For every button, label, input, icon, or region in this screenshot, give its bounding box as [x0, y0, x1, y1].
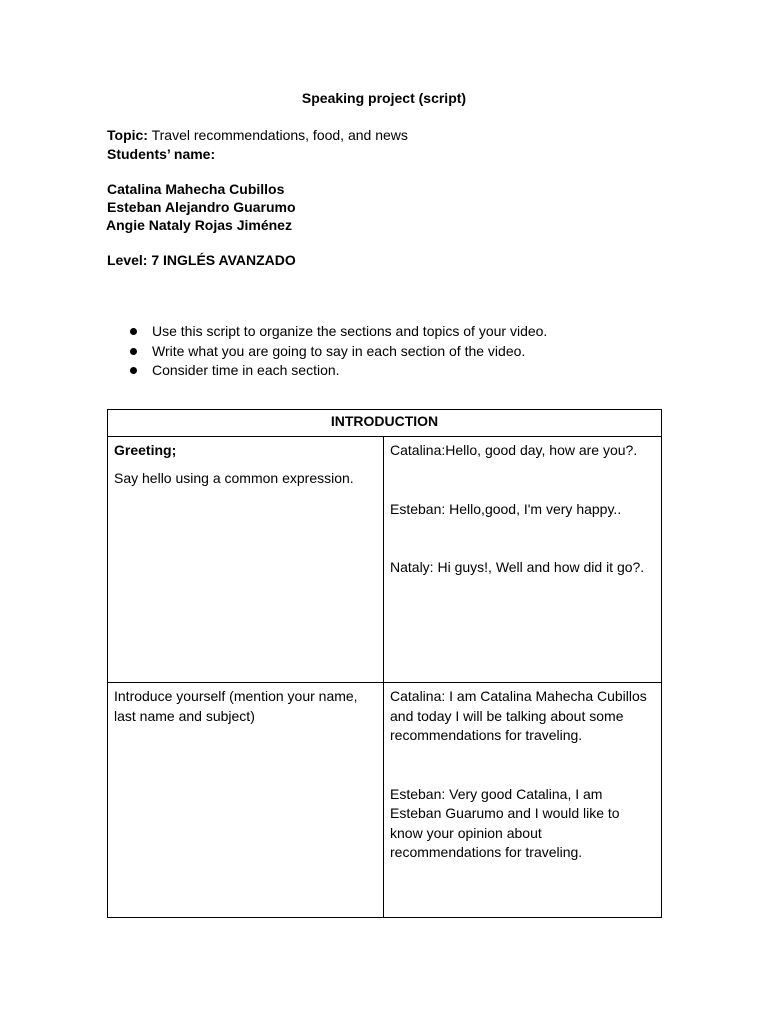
topic-label: Topic: [107, 127, 148, 143]
bullet-icon [130, 367, 137, 374]
script-table [107, 409, 662, 918]
table-row [108, 437, 662, 683]
instruction-text: Use this script to organize the sections and topics of your video. [152, 323, 548, 339]
student-name: Catalina Mahecha Cubillos [107, 181, 285, 197]
section-description: Say hello using a common expression. [114, 469, 354, 486]
dialogue-line: Catalina:Hello, good day, how are you?. [390, 442, 638, 458]
section-description: Introduce yourself (mention your name, last name and subject) [114, 688, 358, 724]
instruction-text: Write what you are going to say in each section of the video. [152, 342, 526, 359]
dialogue-line: Catalina: I am Catalina Mahecha Cubillos and today I will be talking about some recommendations for traveling. [390, 688, 647, 743]
dialogue-line: Esteban: Very good Catalina, I am Esteban Guarumo and I would like to know your opinion about recommendations for traveling. [390, 785, 620, 860]
list-item [127, 342, 547, 362]
section-cell [108, 683, 384, 918]
dialogue-cell [384, 437, 662, 683]
instruction-text: Consider time in each section. [152, 362, 340, 378]
dialogue-line: Esteban: Hello,good, I'm very happy.. [390, 500, 622, 517]
table-header: INTRODUCTION [108, 410, 662, 437]
students-label: Students’ name: [107, 146, 216, 162]
topic-value: Travel recommendations, food, and news [151, 127, 408, 143]
section-title: Greeting; [114, 442, 177, 458]
bullet-icon [130, 348, 137, 355]
dialogue-line: Nataly: Hi guys!, Well and how did it go?. [390, 559, 645, 575]
document-title: Speaking project (script) [301, 90, 467, 106]
table-row [108, 683, 662, 918]
level-line: Level: 7 INGLÉS AVANZADO [107, 252, 296, 268]
topic-line [107, 127, 408, 143]
section-cell [108, 437, 384, 683]
instructions-list [127, 322, 547, 381]
list-item [127, 322, 547, 342]
student-name: Angie Nataly Rojas Jiménez [106, 217, 292, 233]
list-item [127, 361, 547, 381]
student-name: Esteban Alejandro Guarumo [107, 199, 296, 215]
bullet-icon [130, 328, 137, 335]
dialogue-cell [384, 683, 662, 918]
